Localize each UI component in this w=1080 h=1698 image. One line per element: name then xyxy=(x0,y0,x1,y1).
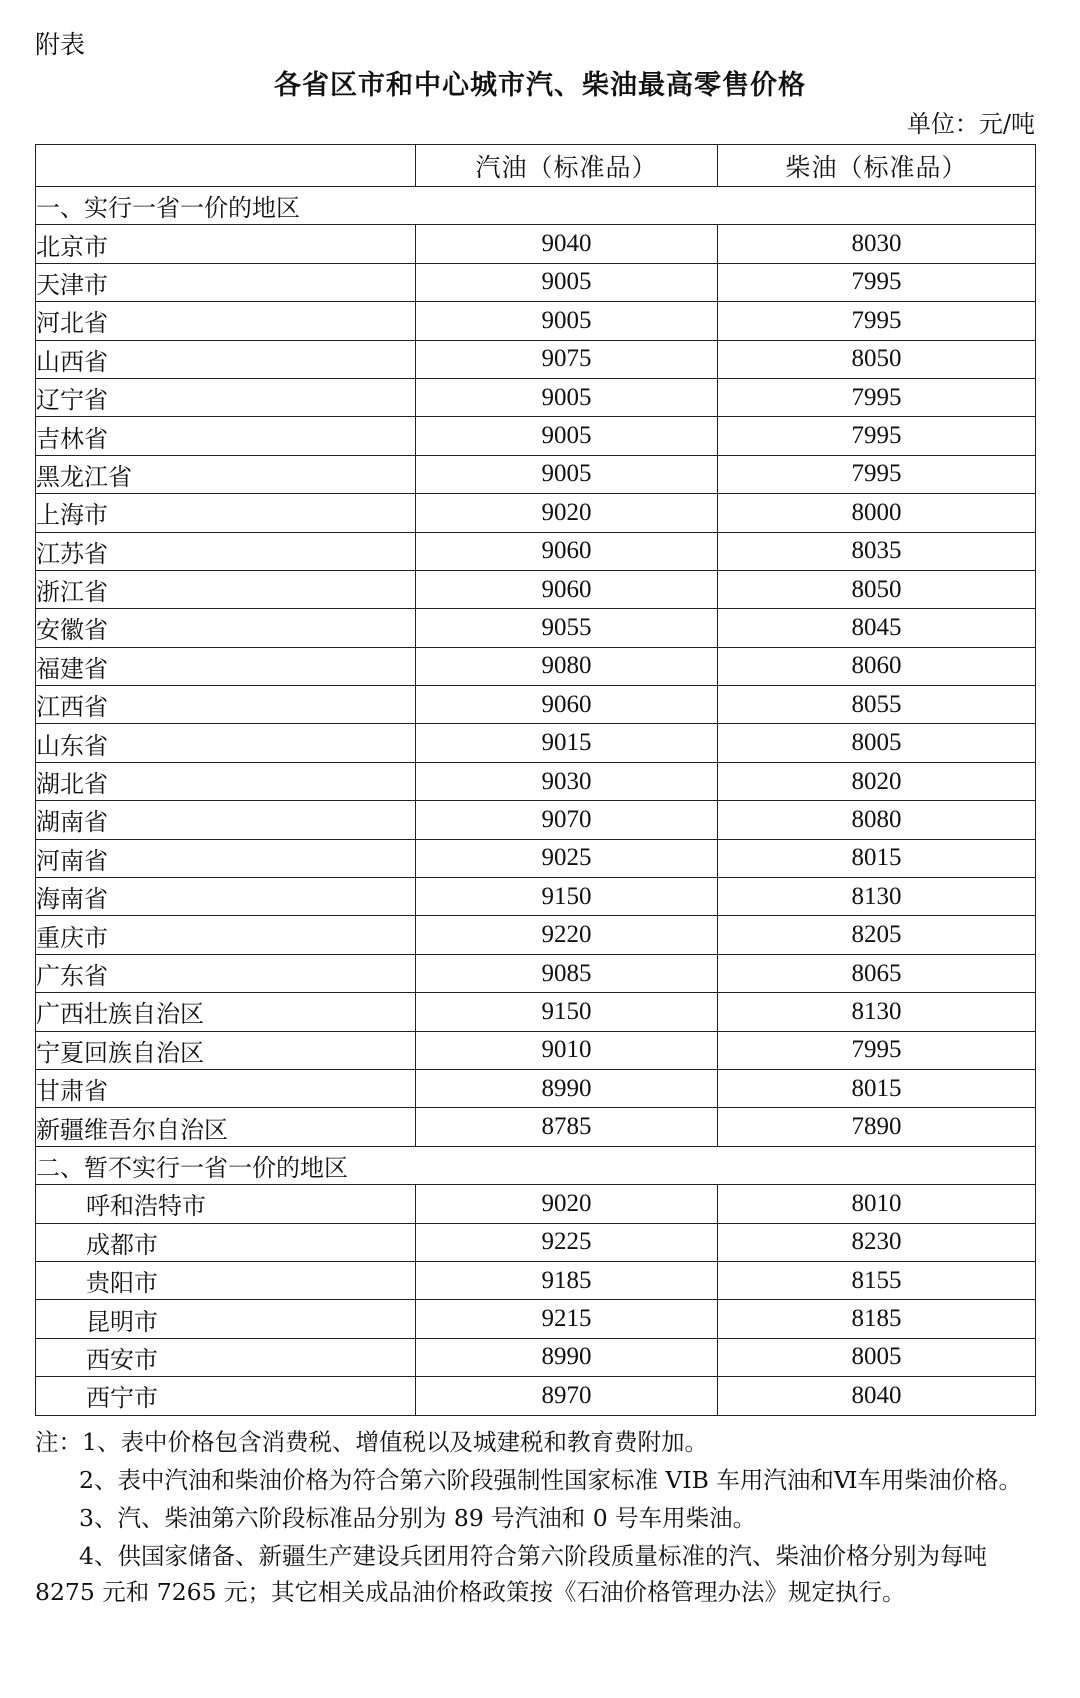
diesel-price: 8005 xyxy=(718,724,1036,762)
region-name: 昆明市 xyxy=(36,1300,416,1338)
gasoline-price: 9040 xyxy=(416,225,718,263)
gasoline-price: 8990 xyxy=(416,1069,718,1107)
table-row xyxy=(36,532,1036,570)
note-1: 注：1、表中价格包含消费税、增值税以及城建税和教育费附加。 xyxy=(35,1427,708,1456)
region-name: 天津市 xyxy=(36,263,416,301)
annex-label: 附表 xyxy=(35,30,86,59)
region-name: 湖南省 xyxy=(36,801,416,839)
diesel-price: 7995 xyxy=(718,263,1036,301)
table-row xyxy=(36,839,1036,877)
region-name: 海南省 xyxy=(36,878,416,916)
diesel-price: 8155 xyxy=(718,1261,1036,1299)
gasoline-price: 9220 xyxy=(416,916,718,954)
table-row xyxy=(36,1377,1036,1415)
region-name: 山西省 xyxy=(36,340,416,378)
table-row xyxy=(36,302,1036,340)
region-name: 西安市 xyxy=(36,1338,416,1376)
diesel-price: 8205 xyxy=(718,916,1036,954)
table-header-row xyxy=(36,145,1036,187)
table-row xyxy=(36,494,1036,532)
section-row xyxy=(36,187,1036,225)
gasoline-price: 9005 xyxy=(416,263,718,301)
diesel-price: 8050 xyxy=(718,570,1036,608)
diesel-price: 8080 xyxy=(718,801,1036,839)
note-2: 2、表中汽油和柴油价格为符合第六阶段强制性国家标准 VIB 车用汽油和Ⅵ车用柴油价格。 xyxy=(79,1465,1023,1494)
table-row xyxy=(36,609,1036,647)
gasoline-price: 8785 xyxy=(416,1108,718,1146)
region-name: 江西省 xyxy=(36,686,416,724)
gasoline-price: 9215 xyxy=(416,1300,718,1338)
table-row xyxy=(36,1223,1036,1261)
gasoline-price: 9025 xyxy=(416,839,718,877)
gasoline-price: 9185 xyxy=(416,1261,718,1299)
table-row xyxy=(36,1108,1036,1146)
gasoline-price: 9005 xyxy=(416,455,718,493)
gasoline-price: 9015 xyxy=(416,724,718,762)
region-name: 浙江省 xyxy=(36,570,416,608)
price-table xyxy=(35,144,1036,1416)
table-row xyxy=(36,762,1036,800)
table-row xyxy=(36,686,1036,724)
table-row xyxy=(36,1261,1036,1299)
region-name: 广东省 xyxy=(36,954,416,992)
gasoline-price: 9005 xyxy=(416,417,718,455)
region-name: 辽宁省 xyxy=(36,378,416,416)
region-name: 成都市 xyxy=(36,1223,416,1261)
diesel-price: 8130 xyxy=(718,878,1036,916)
region-header xyxy=(36,145,416,187)
table-row xyxy=(36,378,1036,416)
region-name: 山东省 xyxy=(36,724,416,762)
diesel-price: 8230 xyxy=(718,1223,1036,1261)
region-name: 吉林省 xyxy=(36,417,416,455)
region-name: 西宁市 xyxy=(36,1377,416,1415)
document-page xyxy=(35,28,1035,1610)
gasoline-price: 9020 xyxy=(416,494,718,532)
gasoline-price: 9020 xyxy=(416,1185,718,1223)
gasoline-price: 9010 xyxy=(416,1031,718,1069)
gasoline-price: 9150 xyxy=(416,878,718,916)
diesel-price: 8065 xyxy=(718,954,1036,992)
table-row xyxy=(36,340,1036,378)
gasoline-price: 8990 xyxy=(416,1338,718,1376)
table-row xyxy=(36,263,1036,301)
diesel-price: 8060 xyxy=(718,647,1036,685)
notes-section xyxy=(35,1424,1035,1610)
gasoline-price: 9060 xyxy=(416,686,718,724)
table-row xyxy=(36,570,1036,608)
table-row xyxy=(36,225,1036,263)
gasoline-price: 8970 xyxy=(416,1377,718,1415)
note-3: 3、汽、柴油第六阶段标准品分别为 89 号汽油和 0 号车用柴油。 xyxy=(79,1503,757,1532)
diesel-price: 8010 xyxy=(718,1185,1036,1223)
table-row xyxy=(36,878,1036,916)
gasoline-price: 9075 xyxy=(416,340,718,378)
gasoline-price: 9070 xyxy=(416,801,718,839)
diesel-price: 8005 xyxy=(718,1338,1036,1376)
section-label: 二、暂不实行一省一价的地区 xyxy=(36,1146,1036,1184)
diesel-price: 8050 xyxy=(718,340,1036,378)
table-row xyxy=(36,1069,1036,1107)
region-name: 河南省 xyxy=(36,839,416,877)
gasoline-price: 9005 xyxy=(416,302,718,340)
region-name: 福建省 xyxy=(36,647,416,685)
diesel-price: 8045 xyxy=(718,609,1036,647)
region-name: 湖北省 xyxy=(36,762,416,800)
gasoline-price: 9080 xyxy=(416,647,718,685)
region-name: 江苏省 xyxy=(36,532,416,570)
diesel-price: 8055 xyxy=(718,686,1036,724)
diesel-price: 7995 xyxy=(718,417,1036,455)
region-name: 贵阳市 xyxy=(36,1261,416,1299)
region-name: 北京市 xyxy=(36,225,416,263)
diesel-header: 柴油（标准品） xyxy=(718,145,1036,187)
diesel-price: 8130 xyxy=(718,993,1036,1031)
region-name: 新疆维吾尔自治区 xyxy=(36,1108,416,1146)
note-4: 4、供国家储备、新疆生产建设兵团用符合第六阶段质量标准的汽、柴油价格分别为每吨 8275 元和 7265 元；其它相关成品油价格政策按《石油价格管理办法》规定执行。 xyxy=(35,1541,987,1606)
table-row xyxy=(36,1300,1036,1338)
table-body xyxy=(36,187,1036,1416)
gasoline-header: 汽油（标准品） xyxy=(416,145,718,187)
region-name: 甘肃省 xyxy=(36,1069,416,1107)
diesel-price: 7890 xyxy=(718,1108,1036,1146)
page-title: 各省区市和中心城市汽、柴油最高零售价格 xyxy=(274,70,806,101)
diesel-price: 7995 xyxy=(718,302,1036,340)
diesel-price: 7995 xyxy=(718,378,1036,416)
diesel-price: 8000 xyxy=(718,494,1036,532)
table-row xyxy=(36,916,1036,954)
region-name: 上海市 xyxy=(36,494,416,532)
table-row xyxy=(36,1185,1036,1223)
gasoline-price: 9085 xyxy=(416,954,718,992)
gasoline-price: 9225 xyxy=(416,1223,718,1261)
region-name: 安徽省 xyxy=(36,609,416,647)
diesel-price: 8030 xyxy=(718,225,1036,263)
section-label: 一、实行一省一价的地区 xyxy=(36,187,1036,225)
table-row xyxy=(36,801,1036,839)
section-row xyxy=(36,1146,1036,1184)
gasoline-price: 9030 xyxy=(416,762,718,800)
diesel-price: 8035 xyxy=(718,532,1036,570)
region-name: 黑龙江省 xyxy=(36,455,416,493)
table-row xyxy=(36,1031,1036,1069)
diesel-price: 7995 xyxy=(718,455,1036,493)
diesel-price: 8185 xyxy=(718,1300,1036,1338)
diesel-price: 8015 xyxy=(718,1069,1036,1107)
gasoline-price: 9005 xyxy=(416,378,718,416)
region-name: 呼和浩特市 xyxy=(36,1185,416,1223)
gasoline-price: 9060 xyxy=(416,570,718,608)
diesel-price: 8020 xyxy=(718,762,1036,800)
gasoline-price: 9055 xyxy=(416,609,718,647)
table-row xyxy=(36,455,1036,493)
diesel-price: 8040 xyxy=(718,1377,1036,1415)
table-row xyxy=(36,954,1036,992)
table-row xyxy=(36,724,1036,762)
region-name: 河北省 xyxy=(36,302,416,340)
unit-label: 单位：元/吨 xyxy=(906,110,1035,138)
table-row xyxy=(36,1338,1036,1376)
region-name: 宁夏回族自治区 xyxy=(36,1031,416,1069)
region-name: 重庆市 xyxy=(36,916,416,954)
diesel-price: 8015 xyxy=(718,839,1036,877)
diesel-price: 7995 xyxy=(718,1031,1036,1069)
gasoline-price: 9060 xyxy=(416,532,718,570)
table-row xyxy=(36,417,1036,455)
region-name: 广西壮族自治区 xyxy=(36,993,416,1031)
table-row xyxy=(36,647,1036,685)
gasoline-price: 9150 xyxy=(416,993,718,1031)
table-row xyxy=(36,993,1036,1031)
